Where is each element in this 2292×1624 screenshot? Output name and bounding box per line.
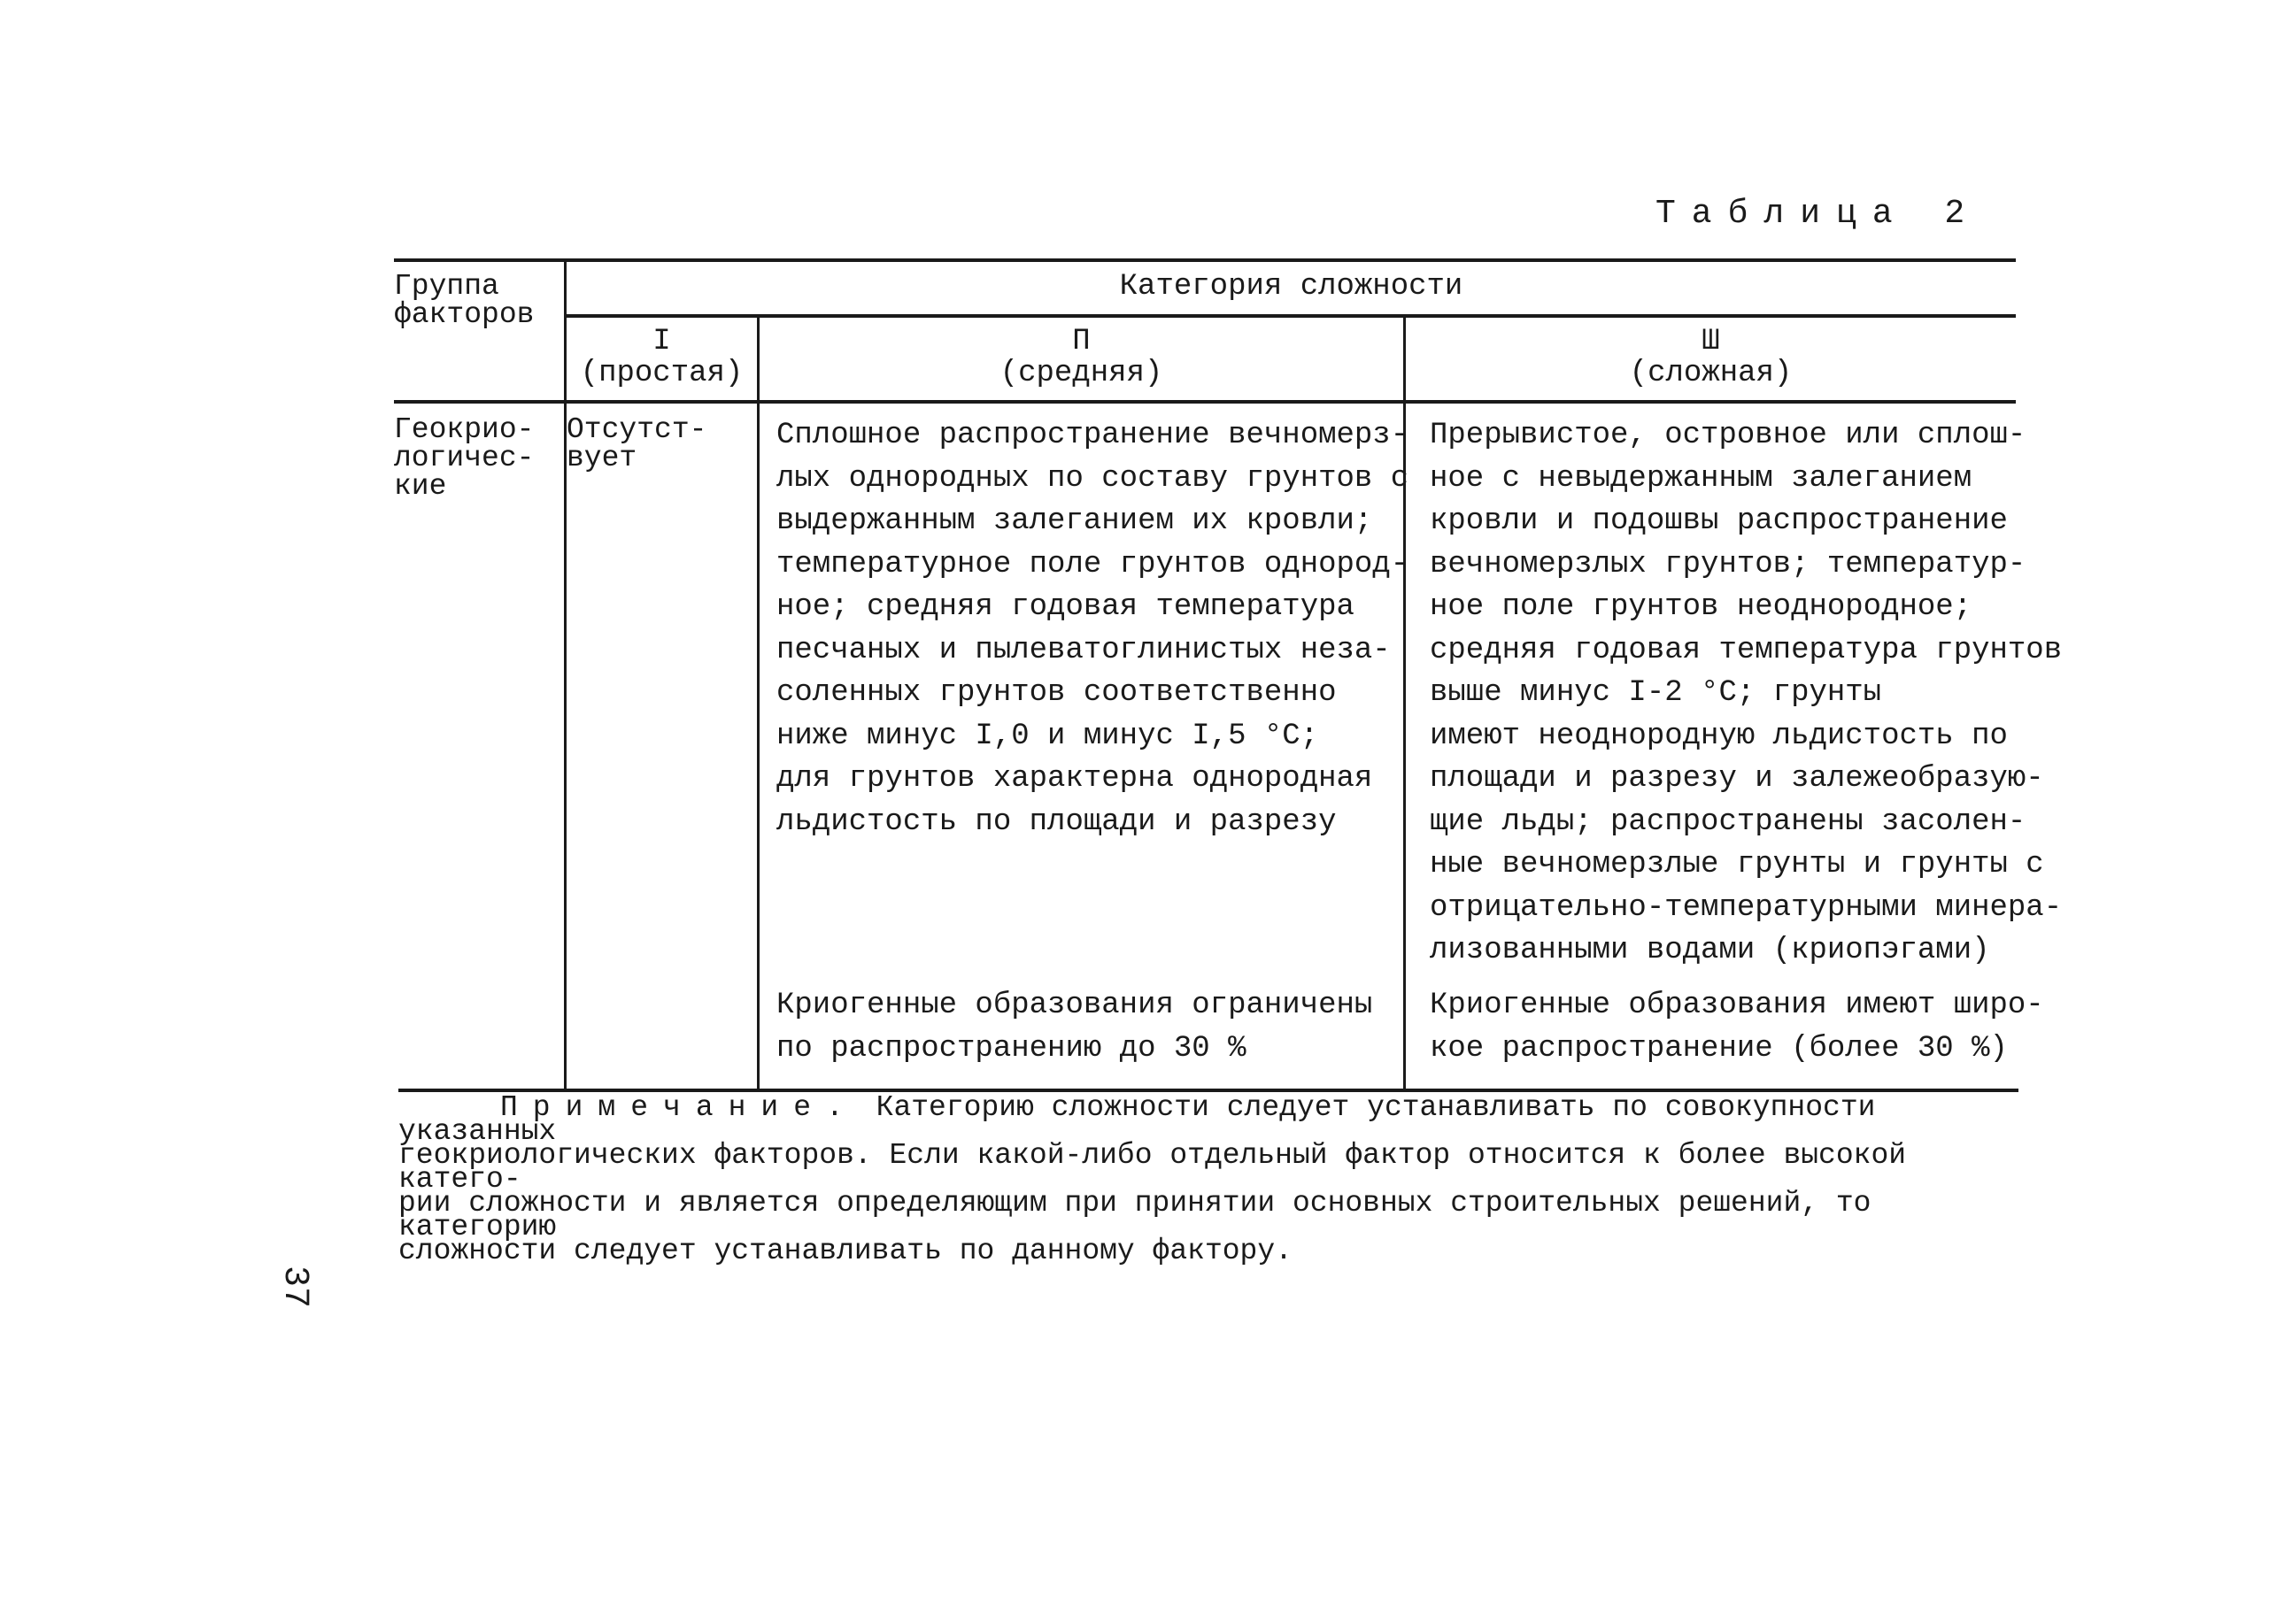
page-number: 37 — [274, 1266, 314, 1309]
header-col2-number: П — [1072, 325, 1091, 358]
header-col1-name: (простая) — [580, 357, 744, 390]
table-title: Таблица 2 — [1655, 195, 1981, 233]
header-category-complexity: Категория сложности — [1119, 270, 1463, 304]
table-note — [398, 1091, 2018, 1267]
cell-simple-absent: Отсутст- вует — [567, 413, 707, 474]
cell-medium-cryogenic: Криогенные образования ограничены по распространению до 30 % — [776, 989, 1373, 1066]
column-divider-2 — [757, 316, 760, 1089]
header-bottom-rule — [394, 400, 2016, 404]
header-group-factors: Группа факторов — [394, 270, 535, 331]
cell-complex-description: Прерывистое, островное или сплош- ное с невыдержанным залеганием кровли и подошвы распространение вечномерзлых грунтов; температур- ное поле грунтов неоднородное; средняя годовая температура грунтов выше минус I-2 °С; грунты имеют неоднородную льдистость по площади и разрезу и залежеобразую- щие льды; распространены засолен- ные вечномерзлые грунты и грунты с отрицательно-температурными минера- лизованными водами (криопэгами) — [1430, 419, 2063, 967]
header-col3-number: Ш — [1702, 325, 1720, 358]
note-lead: Примечание. — [500, 1091, 859, 1124]
header-col1-number: I — [652, 325, 671, 358]
note-text: Категорию сложности следует устанавливать по совокупности указанных геокриологических факторов. Если какой-либо отдельный фактор относится к более высокой катего- рии сложности и является определяющим при принятии основных строительных решений, то категорию сложности следует устанавливать по данному фактору. — [398, 1091, 1907, 1267]
row-group-geocryological: Геокрио- логичес- кие — [394, 413, 535, 503]
header-col3-name: (сложная) — [1629, 357, 1793, 390]
category-header-rule — [565, 314, 2016, 318]
table-top-rule — [394, 258, 2016, 262]
cell-complex-cryogenic: Криогенные образования имеют широ- кое распространение (более 30 %) — [1430, 989, 2044, 1066]
cell-medium-description: Сплошное распространение вечномерз- лых однородных по составу грунтов с выдержанным залеганием их кровли; температурное поле грунтов однород- ное; средняя годовая температура песчаных и пылеватоглинистых неза- соленных грунтов соответственно ниже минус I,0 и минус I,5 °С; для грунтов характерна однородная льдистость по площади и разрезу — [776, 419, 1409, 839]
header-col2-name: (средняя) — [999, 357, 1163, 390]
